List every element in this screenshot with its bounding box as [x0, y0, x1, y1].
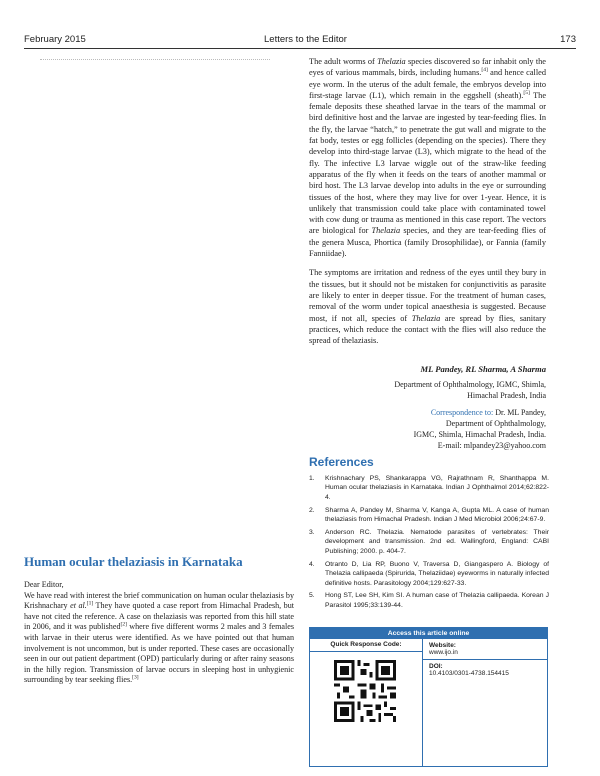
- access-details: [423, 639, 547, 766]
- references-list: [309, 474, 549, 614]
- doi-value[interactable]: 10.4103/0301-4738.154415: [429, 670, 509, 677]
- salutation: Dear Editor,: [24, 580, 64, 589]
- header-date: February 2015: [24, 34, 86, 45]
- website-label: Website:: [429, 642, 456, 649]
- reference-item: 2. Sharma A, Pandey M, Sharma V, Kanga A, Gupta ML. A case of human thelaziasis from Himachal Pradesh. Indian J Med Microbiol 2006;24:67-9.: [309, 506, 549, 524]
- website-row: [423, 639, 547, 660]
- paragraph-symptoms: The symptoms are irritation and redness of the eyes until they bury in the tissues, but it should not be mistaken for conjunctivitis as parasite are likely to enter in deeper tissue. For the treatment of human cases, removal of the worm under topical anaesthesia is suggested. Because most, if not all, species of Thelazia are spread by flies, sanitary practices, which reduce the contact with the flies will also reduce the spread of thelaziasis.: [309, 268, 546, 346]
- left-column: [24, 580, 294, 686]
- affiliation-line: Himachal Pradesh, India: [467, 391, 546, 400]
- signature-block: [309, 364, 546, 451]
- reference-item: 4. Otranto D, Lia RP, Buono V, Traversa D, Giangaspero A. Biology of Thelazia callipaeda (Spirurida, Thelaziidae) eyeworms in naturally infected definitive hosts. Parasitology 2004;129:627-33.: [309, 560, 549, 587]
- access-article-box: [309, 627, 548, 767]
- header-page-number: 173: [560, 34, 576, 45]
- correspondence-line: IGMC, Shimla, Himachal Pradesh, India.: [413, 430, 546, 439]
- access-box-header: Access this article online: [310, 628, 547, 639]
- reference-item: 3. Anderson RC. Thelazia. Nematode parasites of vertebrates: Their development and transmission. 2nd ed. Wallingford, England: CABI Publishing; 2000. p. 404-7.: [309, 529, 549, 555]
- letter-body: We have read with interest the brief communication on human ocular thelaziasis by Krishnachary et al.[1] They have quoted a case report from Himachal Pradesh, but have not cited the reference. A case on thelaziasis was reported from this hill state in 2006, and it was published[2] where five different worms 2 males and 3 females with larvae in their uterus were identified. As we have pointed out that human involvement is not uncommon, but is under reported. These cases are occasionally seen in our out patient department (OPD) particularly during or after rainy seasons in the hilly region. Transmission of larvae occurs in sleeping host in unhygienic surrounding by tear seeking flies.[3]: [24, 590, 295, 685]
- correspondence-label: Correspondence to:: [430, 408, 494, 417]
- reference-item: 1. Krishnachary PS, Shankarappa VG, Rajrathnam R, Shanthappa M. Human ocular thelaziasis in Karnataka. Indian J Ophthalmol 2014;62:822-4.: [309, 475, 549, 501]
- right-column: [309, 56, 546, 346]
- faint-divider: [40, 59, 270, 62]
- reference-item: 5. Hong ST, Lee SH, Kim SI. A human case of Thelazia callipaeda. Korean J Parasitol 1995;33:139-44.: [309, 592, 549, 609]
- paragraph-vector-biology: The adult worms of Thelazia species discovered so far inhabit only the eyes of various mammals, birds, including humans.[4] and hence called eye worm. In the uterus of the adult female, the embryos develop into first-stage larvae (L1), which remain in the eggshell (sheath).[5] The female deposits these sheathed larvae in the tears of the mammal or bird definitive host and the larvae are ingested by tear-feeding flies. In the fly, the larvae “hatch,” to penetrate the gut wall and migrate to the fat body, testes or egg follicles (depending on the species). There they develop into third-stage larvae (L3), which migrate to the head of the fly. The infective L3 larvae wiggle out of the straw-like feeding apparatus of the fly when it feeds on the tears of another mammal or bird host. The L3 larvae develop into adults in the eye or surrounding tissues of the host, where they may live for over 1-year. Hence, it is unlikely that transmission could take place with contaminated towel with cow dung or trauma as mentioned in this case report. The vectors are biological for Thelazia species, and they are tear-feeding flies of the genera Musca, Phortica (family Drosophilidae), or Fannia (family Fanniidae).: [309, 57, 546, 259]
- page-header: [24, 32, 576, 49]
- references-title: References: [309, 455, 374, 469]
- doi-label: DOI:: [429, 663, 443, 670]
- correspondence-line: Department of Ophthalmology,: [445, 419, 546, 428]
- qr-section: [310, 639, 423, 766]
- correspondence-email[interactable]: E-mail: mlpandey23@yahoo.com: [437, 441, 546, 450]
- article-title: Human ocular thelaziasis in Karnataka: [24, 554, 243, 569]
- qr-label: Quick Response Code:: [310, 639, 422, 652]
- affiliation-line: Department of Ophthalmology, IGMC, Shimla,: [394, 380, 546, 389]
- doi-row: [423, 660, 547, 680]
- header-section: Letters to the Editor: [264, 34, 347, 45]
- signature-authors: ML Pandey, RL Sharma, A Sharma: [420, 364, 546, 374]
- qr-code-icon[interactable]: [334, 660, 396, 722]
- correspondence: Correspondence to: Dr. ML Pandey,: [430, 408, 546, 417]
- website-link[interactable]: www.ijo.in: [429, 649, 458, 656]
